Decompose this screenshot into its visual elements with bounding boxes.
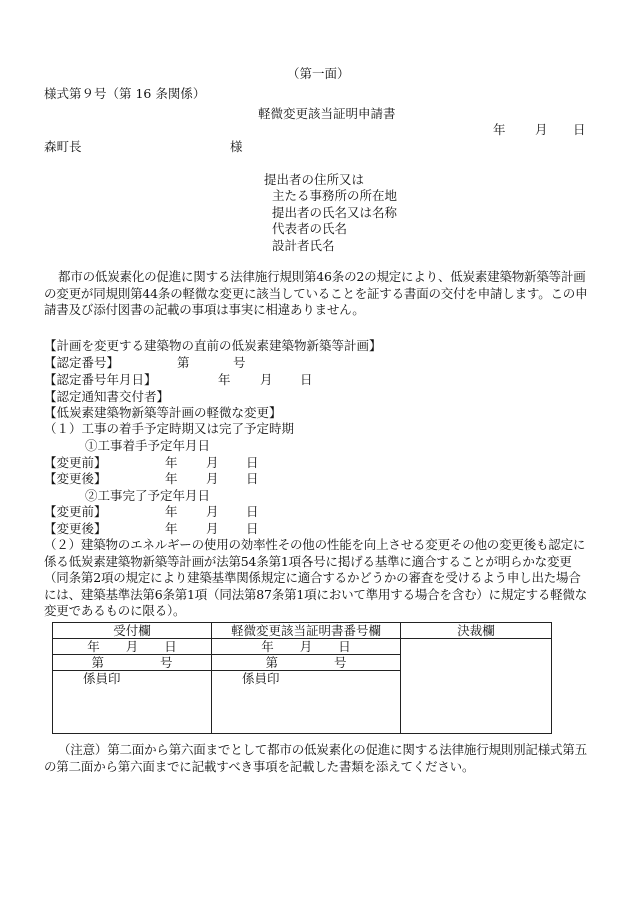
item1-start-after-label: 【変更後】 [44, 471, 107, 486]
cert-number-dai: 第 [177, 355, 190, 370]
item1-heading: （１）工事の着手予定時期又は完了予定時期 [44, 421, 295, 436]
cert-date-year: 年 [218, 372, 231, 387]
applicant-name-label: 提出者の氏名又は名称 [272, 205, 398, 220]
reception-number-go: 号 [160, 655, 173, 670]
item1-complete-after-label: 【変更後】 [44, 521, 107, 536]
reception-seal-cell [53, 671, 212, 734]
applicant-office-label: 主たる事務所の所在地 [272, 188, 398, 203]
cert-cell-date-month: 月 [299, 639, 313, 654]
cert-seal-cell [212, 671, 401, 734]
addressee-honorific: 様 [230, 139, 243, 154]
item1-start-after-year: 年 [165, 471, 178, 486]
cert-cell-number-dai: 第 [265, 655, 278, 670]
reception-number-dai: 第 [91, 655, 104, 670]
reception-number-cell [53, 655, 212, 671]
reception-date-cell [53, 639, 212, 655]
item1-complete-before-day: 日 [246, 504, 259, 519]
item1-start-before-label: 【変更前】 [44, 455, 107, 470]
intro-paragraph: 都市の低炭素化の促進に関する法律施行規則第46条の2の規定により、低炭素建築物新築等計画の変更が同規則第44条の軽微な変更に該当していることを証する書面の交付を申請します。この申請書及び添付図書の記載の事項は事実に相違ありません。 [44, 269, 588, 317]
cert-cell-date-day: 日 [338, 639, 351, 654]
section-plan-heading: 【計画を変更する建築物の直前の低炭素建築物新築等計画】 [44, 338, 382, 353]
item1-start-heading: ①工事着手予定年月日 [85, 438, 211, 453]
item2-paragraph: （２）建築物のエネルギーの使用の効率性その他の性能を向上させる変更その他の変更後も認定に係る低炭素建築物新築等計画が法第54条第1項各号に掲げる基準に適合することが明らかな変更（同条第2項の規定により建築基準関係規定に適合するかどうかの審査を受けるよう申し出た場合には、建築基準法第6条第1項（同法第87条第1項において準用する場合を含む）に規定する軽微な変更であるものに限る）。 [44, 537, 588, 618]
item1-complete-before-month: 月 [206, 504, 219, 519]
date-year: 年 [493, 122, 506, 137]
reception-date-month: 月 [125, 639, 139, 654]
item1-start-after-month: 月 [206, 471, 219, 486]
item1-complete-after-day: 日 [246, 521, 259, 536]
cert-date-month: 月 [260, 372, 273, 387]
cert-number-column-header: 軽微変更該当証明書番号欄 [212, 623, 401, 639]
reception-staff-seal: 係員印 [83, 671, 121, 686]
item1-start-before-year: 年 [165, 455, 178, 470]
date-day: 日 [573, 122, 586, 137]
cert-cell-date-year: 年 [261, 639, 274, 654]
cert-recipient-label: 【認定通知書交付者】 [44, 389, 170, 404]
page-title: 軽微変更該当証明申請書 [258, 106, 396, 121]
reception-date-year: 年 [87, 639, 100, 654]
approval-column-header: 決裁欄 [401, 623, 552, 639]
item1-complete-after-year: 年 [165, 521, 178, 536]
cert-number-cell [212, 655, 401, 671]
applicant-address-label: 提出者の住所又は [264, 172, 365, 187]
item1-start-before-month: 月 [206, 455, 219, 470]
cert-cell-number-go: 号 [334, 655, 347, 670]
section-minor-heading: 【低炭素建築物新築等計画の軽微な変更】 [44, 405, 282, 420]
item1-complete-after-month: 月 [206, 521, 219, 536]
item1-complete-heading: ②工事完了予定年月日 [85, 488, 211, 503]
applicant-designer-label: 設計者氏名 [272, 238, 335, 253]
applicant-rep-label: 代表者の氏名 [272, 221, 348, 236]
cert-date-cell [212, 639, 401, 655]
cert-number-go: 号 [233, 355, 246, 370]
approval-cell [401, 639, 552, 734]
addressee-name: 森町長 [44, 139, 82, 154]
form-number: 様式第９号（第 16 条関係） [44, 86, 206, 101]
item1-start-before-day: 日 [246, 455, 259, 470]
cert-date-day: 日 [300, 372, 313, 387]
page-label: （第一面） [287, 66, 350, 81]
cert-number-label: 【認定番号】 [44, 355, 120, 370]
reception-date-day: 日 [164, 639, 177, 654]
reception-table [52, 622, 552, 734]
cert-date-label: 【認定番号年月日】 [44, 372, 157, 387]
date-month: 月 [535, 122, 548, 137]
cert-staff-seal: 係員印 [242, 671, 280, 686]
item1-start-after-day: 日 [246, 471, 259, 486]
reception-column-header: 受付欄 [53, 623, 212, 639]
note-paragraph: （注意）第二面から第六面までとして都市の低炭素化の促進に関する法律施行規則別記様式第五の第二面から第六面までに記載すべき事項を記載した書類を添えてください。 [44, 742, 587, 774]
item1-complete-before-label: 【変更前】 [44, 504, 107, 519]
item1-complete-before-year: 年 [165, 504, 178, 519]
